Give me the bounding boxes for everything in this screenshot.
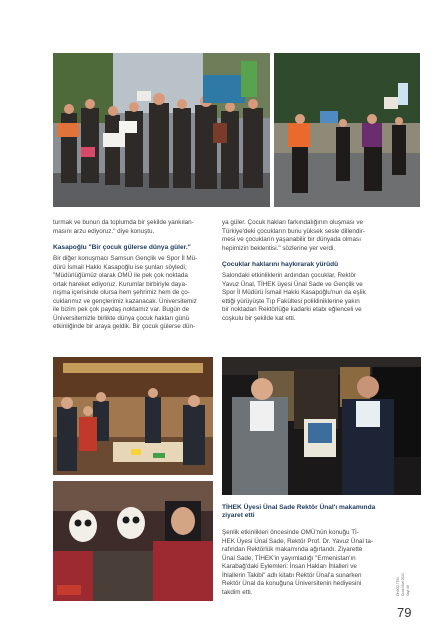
- caption-title-line: ziyaret etti: [222, 512, 255, 520]
- paragraph-line: bir noktadan Rektörlüğe kadarki etabı eğlenceli ve: [222, 306, 362, 314]
- article-left-column: [53, 219, 214, 332]
- caption-line: Ünal Sade, TİHEK'in yayımladığı "Ermenistan'ın: [222, 554, 356, 562]
- march-photo-left: [53, 53, 270, 207]
- paragraph-line: hepimizin beklentisi." sözlerine yer verdi.: [222, 244, 336, 252]
- paragraph-line: ile bizim pek çok paydaş noktamız var. Bugün de: [53, 306, 190, 314]
- paragraph-line: Üniversitemizle birlikte dünya çocuk hakları günü: [53, 314, 190, 322]
- paragraph-line: Spor İl Müdürü İsmail Hakkı Kasapoğlu'nun da eşlik: [222, 289, 366, 297]
- paragraph-line: nışma içerisinde olursa hem şehrimiz hem de ço-: [53, 289, 190, 297]
- paragraph-line: turmak ve bunun da toplumda bir şekilde yankılan-: [53, 219, 194, 226]
- caption-line: İhlallerin Takibi" adlı kitabı Rektör Ünal'a sunarken: [222, 571, 362, 579]
- page-number: 79: [397, 605, 412, 620]
- paragraph-line: "Müdürlüğümüz olarak OMÜ ile pek çok noktada: [53, 272, 188, 280]
- paragraph-line: ya güler. Çocuk hakları farkındalığının oluşması ve: [222, 219, 364, 226]
- paragraph-line: Yavuz Ünal, TİHEK üyesi Ünal Sade ve Gençlik ve: [222, 280, 363, 288]
- paragraph-line: dürü İsmail Hakkı Kasapoğlu ise şunları söyledi;: [53, 263, 187, 271]
- paragraph-line: coşkulu bir şekilde kat etti.: [222, 314, 296, 322]
- photo-caption-title: [222, 504, 394, 520]
- magazine-name: ON9ÖZ.TEM: [396, 577, 400, 596]
- article-right-column: [222, 219, 394, 323]
- issue-date: Ocak-Mart 2021: [401, 573, 405, 596]
- paragraph-line: etkinliğinde bir araya geldik. Bir çocuk gülerse dün-: [53, 323, 196, 331]
- activity-photo: [53, 357, 213, 475]
- section-heading: Kasapoğlu "Bir çocuk gülerse dünya güler.": [53, 244, 191, 252]
- paragraph-line: Bir diğer konuşmacı Samsun Gençlik ve Spor İl Mü-: [53, 255, 198, 263]
- caption-line: takdim etti.: [222, 588, 253, 596]
- paragraph-line: Salondaki etkinliklerin ardından çocuklar, Rektör: [222, 272, 357, 280]
- section-heading: Çocuklar haklarını haykırarak yürüdü: [222, 261, 339, 269]
- caption-line: Rektör Ünal da konuğuna Üniversitenin hediyesini: [222, 580, 362, 588]
- march-photo-right: [274, 53, 420, 207]
- paragraph-line: mesi ve çocukların yaşanabilir bir dünyada olması: [222, 236, 361, 244]
- magazine-side-label: [391, 534, 421, 596]
- face-paint-photo: [53, 481, 213, 601]
- paragraph-line: masını arzu ediyoruz." diye konuştu.: [53, 227, 155, 235]
- caption-line: rafından Rektörlük makamında ağırlandı. Ziyarette: [222, 546, 363, 554]
- paragraph-line: ettiği yürüyüşte Tıp Fakültesi polikliniklerine yakın: [222, 297, 360, 305]
- caption-line: HEK Üyesi Ünal Sade, Rektör Prof. Dr. Yavuz Ünal ta-: [222, 537, 373, 545]
- caption-title-line: TİHEK Üyesi Ünal Sade Rektör Ünal'ı makamında: [222, 504, 376, 511]
- paragraph-line: ortak hareket ediyoruz. Kurumlar birbiriyle daya-: [53, 280, 188, 288]
- caption-line: Karabağ'daki Eylemleri: İnsan Hakları İhlalleri ve: [222, 563, 357, 571]
- issue-number: Sayı 48: [406, 585, 410, 596]
- photo-caption-body: [222, 529, 394, 597]
- paragraph-line: cuklarımız ve gençlerimiz kazanacak. Üniversitemiz: [53, 297, 197, 305]
- rector-visit-photo: [222, 357, 421, 495]
- paragraph-line: Türkiye'deki çocukların bunu yüksek sesle dillendir-: [222, 227, 365, 235]
- caption-line: Şenlik etkinlikleri öncesinde OMÜ'nün konuğu Tİ-: [222, 529, 359, 536]
